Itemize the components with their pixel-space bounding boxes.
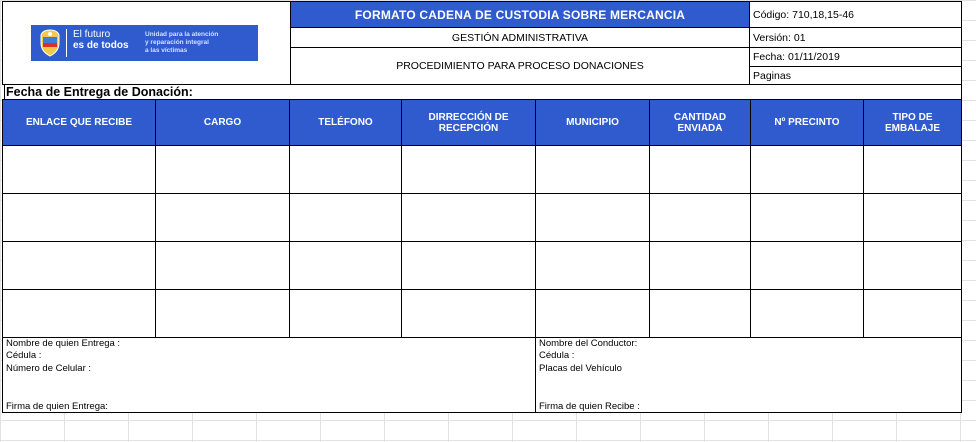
organization-logo [31, 25, 258, 61]
table-cell[interactable] [649, 145, 751, 194]
driver-name-field[interactable]: Nombre del Conductor: [535, 337, 962, 350]
table-cell[interactable] [2, 241, 156, 290]
col-header-embalaje: TIPO DE EMBALAJE [863, 99, 962, 146]
document-title: FORMATO CADENA DE CUSTODIA SOBRE MERCANCIA [290, 1, 750, 28]
document-date: Fecha: 01/11/2019 [749, 47, 962, 67]
logo-unit-line1: Unidad para la atención [145, 31, 219, 38]
table-cell[interactable] [750, 289, 864, 338]
receiver-signature-field[interactable]: Firma de quien Recibe : [535, 375, 962, 413]
area-name: GESTIÓN ADMINISTRATIVA [290, 27, 750, 48]
col-header-cantidad: CANTIDAD ENVIADA [649, 99, 751, 146]
table-cell[interactable] [649, 289, 751, 338]
table-cell[interactable] [750, 193, 864, 242]
delivery-date-label: Fecha de Entrega de Donación: [4, 85, 962, 99]
table-cell[interactable] [155, 241, 290, 290]
table-cell[interactable] [289, 241, 402, 290]
delivered-by-phone-field[interactable]: Número de Celular : [2, 361, 537, 376]
table-cell[interactable] [155, 193, 290, 242]
col-header-telefono: TELÉFONO [289, 99, 402, 146]
document-pages: Paginas [749, 66, 962, 85]
table-cell[interactable] [535, 193, 650, 242]
table-cell[interactable] [401, 145, 536, 194]
driver-id-field[interactable]: Cédula : [535, 349, 962, 362]
table-cell[interactable] [155, 145, 290, 194]
table-cell[interactable] [750, 145, 864, 194]
logo-text-line1: El futuro [73, 29, 111, 40]
table-cell[interactable] [155, 289, 290, 338]
col-header-direccion: DIRRECCIÓN DE RECEPCIÓN [401, 99, 536, 146]
table-cell[interactable] [401, 289, 536, 338]
document-version: Versión: 01 [749, 27, 962, 48]
table-cell[interactable] [2, 289, 156, 338]
delivered-by-id-field[interactable]: Cédula : [2, 349, 537, 362]
table-cell[interactable] [2, 145, 156, 194]
table-cell[interactable] [535, 145, 650, 194]
procedure-name: PROCEDIMIENTO PARA PROCESO DONACIONES [290, 47, 750, 85]
table-cell[interactable] [649, 193, 751, 242]
table-cell[interactable] [863, 241, 962, 290]
table-cell[interactable] [289, 193, 402, 242]
document-code: Código: 710,18,15-46 [749, 1, 962, 28]
table-cell[interactable] [535, 289, 650, 338]
coat-of-arms-icon [37, 29, 63, 57]
col-header-enlace: ENLACE QUE RECIBE [2, 99, 156, 146]
delivered-by-field[interactable]: Nombre de quien Entrega : [2, 337, 537, 350]
table-cell[interactable] [289, 289, 402, 338]
table-cell[interactable] [863, 289, 962, 338]
logo-unit-line2: y reparación integral [145, 39, 209, 46]
table-cell[interactable] [649, 241, 751, 290]
col-header-cargo: CARGO [155, 99, 290, 146]
delivered-by-signature-field[interactable]: Firma de quien Entrega: [2, 375, 537, 413]
col-header-precinto: Nº PRECINTO [750, 99, 864, 146]
table-cell[interactable] [401, 193, 536, 242]
logo-text-line2: es de todos [73, 40, 129, 51]
table-cell[interactable] [535, 241, 650, 290]
table-cell[interactable] [863, 193, 962, 242]
table-cell[interactable] [863, 145, 962, 194]
table-cell[interactable] [289, 145, 402, 194]
table-cell[interactable] [750, 241, 864, 290]
vehicle-plates-field[interactable]: Placas del Vehículo [535, 361, 962, 376]
logo-unit-line3: a las víctimas [145, 47, 188, 54]
table-cell[interactable] [401, 241, 536, 290]
col-header-municipio: MUNICIPIO [535, 99, 650, 146]
table-cell[interactable] [2, 193, 156, 242]
logo-separator [66, 29, 67, 57]
